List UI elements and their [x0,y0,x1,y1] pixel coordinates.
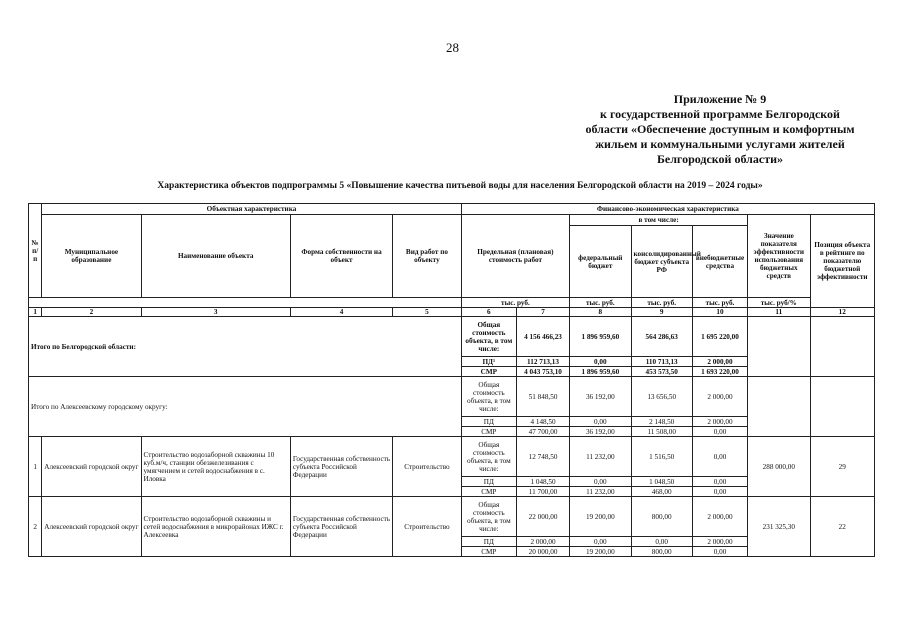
object-indicator: 231 325,30 [748,497,810,557]
cell-federal: 19 200,00 [570,497,631,537]
cell-cost: 47 700,00 [516,427,569,437]
total-region-label: Итого по Белгородской области: [29,317,462,377]
header-federal: федеральный бюджет [570,226,631,298]
col-number: 11 [748,308,810,317]
row-type: Общая стоимость объекта, в том числе: [461,317,516,357]
header-indicator: Значение показателя эффективности использования бюджетных средств [748,215,810,298]
appendix-line: Белгородской области» [656,152,784,166]
cell-consolidated: 110 713,13 [631,357,692,367]
object-municipality: Алексеевский городской округ [42,437,141,497]
header-object-characteristic: Объектная характеристика [42,204,461,215]
header-object-name: Наименование объекта [141,215,290,298]
cell-consolidated: 13 656,50 [631,377,692,417]
row-type: СМР [461,547,516,557]
cell-consolidated: 2 148,50 [631,417,692,427]
cell-consolidated: 453 573,50 [631,367,692,377]
row-type: СМР [461,487,516,497]
cell-federal: 0,00 [570,537,631,547]
unit-indicator: тыс. руб/% [748,298,810,308]
cell-cost: 11 700,00 [516,487,569,497]
cell-consolidated: 564 286,63 [631,317,692,357]
cell-cost: 20 000,00 [516,547,569,557]
header-extrabudget: внебюджетные средства [692,226,747,298]
cell-extrabudget: 2 000,00 [692,497,747,537]
cell-extrabudget: 2 000,00 [692,357,747,367]
object-rating: 29 [810,437,875,497]
col-number: 10 [692,308,747,317]
object-name: Строительство водозаборной скважины и сетей водоснабжения в микрорайонах ИЖС г. Алексеевка [141,497,290,557]
header-work-type: Вид работ по объекту [393,215,462,298]
cell-federal: 0,00 [570,417,631,427]
cell-consolidated: 800,00 [631,547,692,557]
cell-extrabudget: 1 693 220,00 [692,367,747,377]
row-type: ПД [461,417,516,427]
object-municipality: Алексеевский городской округ [42,497,141,557]
cell-extrabudget: 0,00 [692,477,747,487]
cell-extrabudget: 0,00 [692,487,747,497]
cell-cost: 2 000,00 [516,537,569,547]
document-title: Характеристика объектов подпрограммы 5 «Повышение качества питьевой воды для населения Белгородской области на 2019 – 2024 годы» [157,181,763,191]
cell-consolidated: 1 048,50 [631,477,692,487]
cell-federal: 11 232,00 [570,437,631,477]
cell-federal: 19 200,00 [570,547,631,557]
cell-extrabudget: 0,00 [692,547,747,557]
total-district-label: Итого по Алексеевскому городскому округу: [29,377,462,437]
header-cost: Предельная (плановая) стоимость работ [461,215,569,298]
col-number: 9 [631,308,692,317]
cell-federal: 1 896 959,60 [570,317,631,357]
row-type: Общая стоимость объекта, в том числе: [461,497,516,537]
header-consolidated: консолидированный бюджет субъекта РФ [631,226,692,298]
cell-cost: 4 156 466,23 [516,317,569,357]
cell-consolidated: 800,00 [631,497,692,537]
appendix-line: Приложение № 9 [673,92,767,106]
cell-extrabudget: 1 695 220,00 [692,317,747,357]
row-type: СМР [461,427,516,437]
row-type: Общая стоимость объекта, в том числе: [461,377,516,417]
col-number: 12 [810,308,875,317]
header-municipality: Муниципальное образование [42,215,141,298]
cell-cost: 4 043 753,10 [516,367,569,377]
header-rating: Позиция объекта в рейтинге по показателю бюджетной эффективности [810,215,875,308]
appendix-line: жильем и коммунальными услугами жителей [595,137,845,151]
header-no: № п/п [29,204,42,298]
unit-cost: тыс. руб. [461,298,569,308]
object-ownership: Государственная собственность субъекта Российской Федерации [290,437,392,497]
cell-cost: 12 748,50 [516,437,569,477]
page-number: 28 [446,40,459,55]
unit-federal: тыс. руб. [570,298,631,308]
cell-extrabudget: 0,00 [692,437,747,477]
unit-consolidated: тыс. руб. [631,298,692,308]
row-type: СМР [461,367,516,377]
cell-consolidated: 11 508,00 [631,427,692,437]
cell-extrabudget: 2 000,00 [692,537,747,547]
object-rating: 22 [810,497,875,557]
row-type: ПД [461,537,516,547]
object-ownership: Государственная собственность субъекта Российской Федерации [290,497,392,557]
cell-cost: 22 000,00 [516,497,569,537]
col-number: 4 [290,308,392,317]
cell-federal: 11 232,00 [570,487,631,497]
object-number: 2 [29,497,42,557]
cell-federal: 1 896 959,60 [570,367,631,377]
cell-cost: 51 848,50 [516,377,569,417]
header-including: в том числе: [570,215,748,226]
header-ownership: Форма собственности на объект [290,215,392,298]
header-financial-characteristic: Финансово-экономическая характеристика [461,204,874,215]
cell-consolidated: 468,00 [631,487,692,497]
cell-extrabudget: 2 000,00 [692,417,747,427]
appendix-line: к государственной программе Белгородской [600,107,840,121]
object-name: Строительство водозаборной скважины 10 куб.м/ч, станции обезжелезивания с умягчением и сетей водоснабжения в с. Иловка [141,437,290,497]
object-number: 1 [29,437,42,497]
row-type: Общая стоимость объекта, в том числе: [461,437,516,477]
cell-consolidated: 0,00 [631,537,692,547]
cell-cost: 4 148,50 [516,417,569,427]
col-number: 3 [141,308,290,317]
col-number: 2 [42,308,141,317]
object-indicator: 288 000,00 [748,437,810,497]
cell-federal: 0,00 [570,357,631,367]
cell-extrabudget: 0,00 [692,427,747,437]
appendix-line: области «Обеспечение доступным и комфортным [585,122,855,136]
col-number: 8 [570,308,631,317]
cell-consolidated: 1 516,50 [631,437,692,477]
object-work-type: Строительство [393,437,462,497]
col-number: 6 [461,308,516,317]
row-type: ПД [461,477,516,487]
cell-extrabudget: 2 000,00 [692,377,747,417]
cell-federal: 36 192,00 [570,377,631,417]
cell-cost: 112 713,13 [516,357,569,367]
unit-extrabudget: тыс. руб. [692,298,747,308]
row-type: ПД¹ [461,357,516,367]
objects-table [28,203,875,557]
col-number: 7 [516,308,569,317]
col-number: 5 [393,308,462,317]
appendix-heading [560,92,880,167]
cell-federal: 36 192,00 [570,427,631,437]
col-number: 1 [29,308,42,317]
cell-cost: 1 048,50 [516,477,569,487]
object-work-type: Строительство [393,497,462,557]
cell-federal: 0,00 [570,477,631,487]
